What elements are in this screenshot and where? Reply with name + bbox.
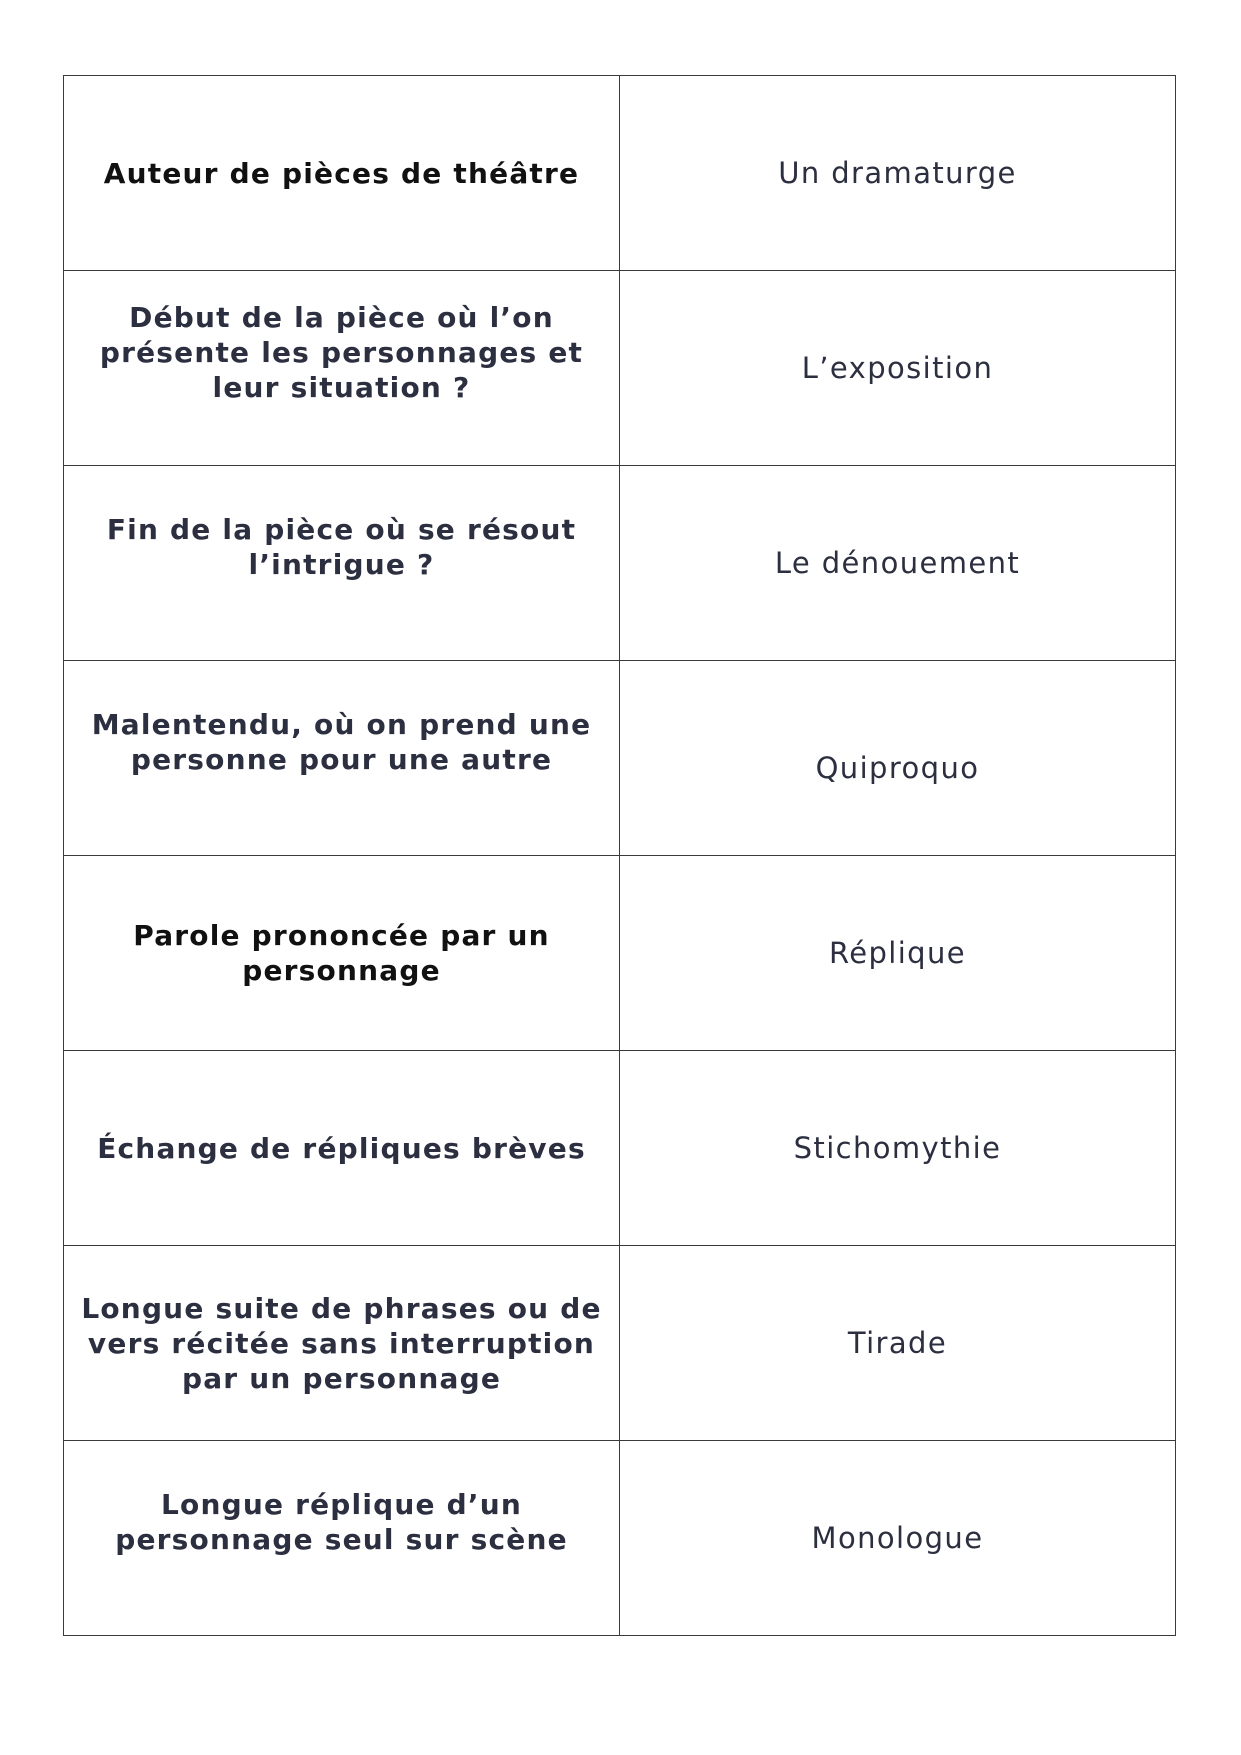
term-cell bbox=[64, 1246, 620, 1441]
definition-text: Quiproquo bbox=[815, 751, 980, 785]
card-row bbox=[64, 271, 1176, 466]
term-cell bbox=[64, 1051, 620, 1246]
term-text: Début de la pièce où l’on présente les personnages et leur situation ? bbox=[99, 300, 584, 404]
card-row bbox=[64, 1246, 1176, 1441]
term-cell bbox=[64, 271, 620, 466]
term-cell bbox=[64, 1441, 620, 1636]
term-text: Longue réplique d’un personnage seul sur scène bbox=[115, 1488, 568, 1556]
definition-cell bbox=[620, 856, 1176, 1051]
term-text: Longue suite de phrases ou de vers récitée sans interruption par un personnage bbox=[81, 1291, 602, 1395]
definition-text: L’exposition bbox=[801, 351, 994, 385]
definition-text: Stichomythie bbox=[793, 1131, 1002, 1165]
definition-text: Un dramaturge bbox=[778, 156, 1017, 190]
term-text: Échange de répliques brèves bbox=[97, 1131, 586, 1165]
card-row bbox=[64, 76, 1176, 271]
term-cell bbox=[64, 76, 620, 271]
term-text: Auteur de pièces de théâtre bbox=[103, 156, 580, 190]
term-text: Malentendu, où on prend une personne pour une autre bbox=[91, 708, 592, 776]
definition-text: Monologue bbox=[811, 1521, 984, 1555]
card-row bbox=[64, 466, 1176, 661]
definition-text: Tirade bbox=[847, 1326, 948, 1360]
flashcard-table bbox=[63, 75, 1176, 1636]
definition-cell bbox=[620, 1441, 1176, 1636]
definition-cell bbox=[620, 1051, 1176, 1246]
term-cell bbox=[64, 661, 620, 856]
term-text: Parole prononcée par un personnage bbox=[133, 919, 550, 987]
card-row bbox=[64, 661, 1176, 856]
definition-cell bbox=[620, 271, 1176, 466]
term-text: Fin de la pièce où se résout l’intrigue ? bbox=[106, 513, 577, 581]
term-cell bbox=[64, 856, 620, 1051]
definition-text: Réplique bbox=[828, 936, 967, 970]
definition-cell bbox=[620, 1246, 1176, 1441]
term-cell bbox=[64, 466, 620, 661]
definition-cell bbox=[620, 661, 1176, 856]
definition-cell bbox=[620, 76, 1176, 271]
card-row bbox=[64, 856, 1176, 1051]
card-row bbox=[64, 1441, 1176, 1636]
card-row bbox=[64, 1051, 1176, 1246]
definition-cell bbox=[620, 466, 1176, 661]
definition-text: Le dénouement bbox=[774, 546, 1021, 580]
